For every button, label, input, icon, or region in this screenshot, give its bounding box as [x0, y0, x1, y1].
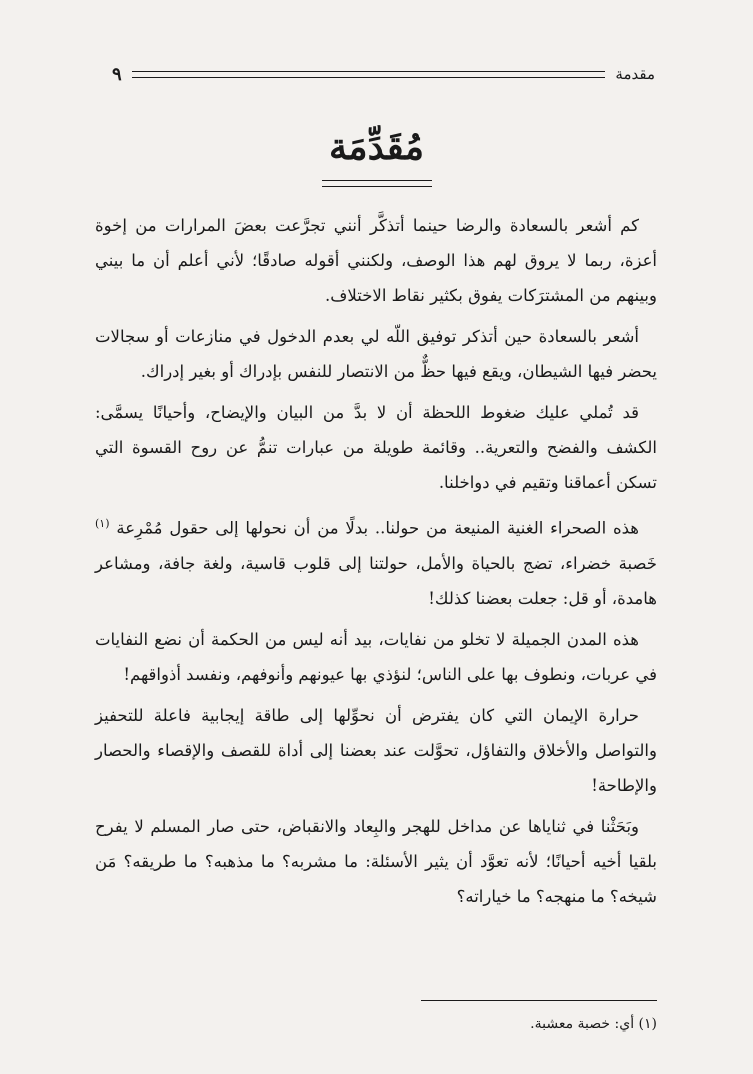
chapter-title: مُقَدِّمَة	[329, 126, 424, 168]
paragraph: وبَحَثْنا في ثناياها عن مداخل للهجر والبِعاد والانقباض، حتى صار المسلم لا يفرح بلقيا أخيه أحيانًا؛ لأنه تعوَّد أن يثير الأسئلة: ما مشربه؟ ما مذهبه؟ ما طريقه؟ مَن شيخه؟ ما منهجه؟ ما خياراته؟	[95, 816, 657, 906]
footnote-separator	[421, 1000, 657, 1001]
paragraph-text: هذه الصحراء الغنية المنيعة من حولنا.. بدلًا من أن نحولها إلى حقول مُمْرِعة	[116, 518, 639, 538]
paragraph: حرارة الإيمان التي كان يفترض أن نحوِّلها إلى طاقة إيجابية فاعلة للتحفيز والتواصل والأخلاق والتفاؤل، تحوَّلت عند بعضنا إلى أداة للقصف والإقصاء والحصار والإطاحة!	[95, 705, 657, 795]
footnote-reference[interactable]: (١)	[95, 517, 110, 530]
running-header	[112, 62, 655, 86]
body-text	[95, 208, 657, 920]
footnote: (١) أي: خصبة معشبة.	[530, 1016, 657, 1032]
title-underline	[322, 180, 432, 187]
chapter-title-block	[0, 126, 753, 168]
paragraph: أشعر بالسعادة حين أتذكر توفيق اللّه لي بعدم الدخول في منازعات أو سجالات يحضر فيها الشيطان، ويقع فيها حظٌّ من الانتصار للنفس بإدراك أو بغير إدراك.	[95, 327, 657, 381]
running-header-title: مقدمة	[615, 65, 655, 83]
header-double-rule	[132, 71, 606, 78]
paragraph-with-footnote	[95, 506, 657, 616]
paragraph-text-continued: خَصبة خضراء، تضج بالحياة والأمل، حولتنا إلى قلوب قاسية، ولغة جافة، ومشاعر هامدة، أو قل: جعلت بعضنا كذلك!	[95, 553, 657, 608]
paragraph: كم أشعر بالسعادة والرضا حينما أتذكَّر أنني تجرَّعت بعضَ المرارات من إخوة أعزة، ربما لا يروق لهم هذا الوصف، ولكنني أقوله صادقًا؛ لأني أعلم أن ما بيني وبينهم من المشترَكات يفوق بكثير نقاط الاختلاف.	[95, 216, 657, 305]
paragraph: هذه المدن الجميلة لا تخلو من نفايات، بيد أنه ليس من الحكمة أن نضع النفايات في عربات، ونطوف بها على الناس؛ لنؤذي بها عيونهم وأنوفهم، ونفسد أذواقهم!	[95, 629, 657, 684]
paragraph: قد تُملي عليك ضغوط اللحظة أن لا بدَّ من البيان والإيضاح، وأحيانًا يسمَّى: الكشف والفضح والتعرية.. وقائمة طويلة من عبارات تنمُّ عن روح القسوة التي تسكن أعماقنا وتقيم في دواخلنا.	[95, 403, 657, 492]
page-number: ٩	[112, 63, 122, 85]
